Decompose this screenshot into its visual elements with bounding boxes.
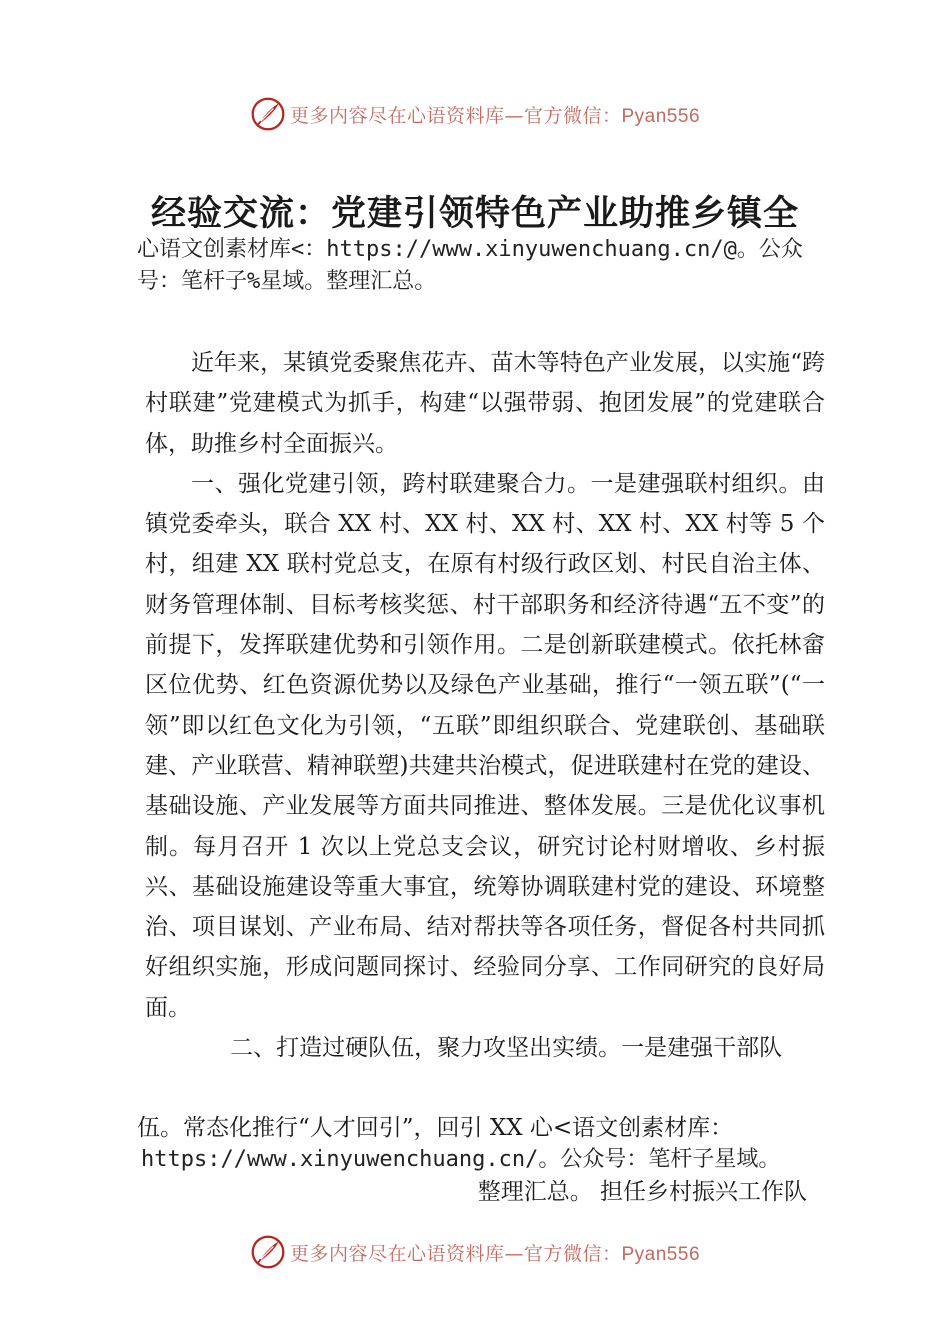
paragraph-intro: 近年来，某镇党委聚焦花卉、苗木等特色产业发展，以实施“跨村联建”党建模式为抓手，构建“以强带弱、抱团发展”的党建联合体，助推乡村全面振兴。 [145,350,825,457]
quill-logo-icon [250,96,286,132]
document-body [145,343,825,1068]
document-tail [137,1112,827,1208]
paragraph-section-one: 一、强化党建引领，跨村联建聚合力。一是建强联村组织。由镇党委牵头，联合 XX 村、XX 村、XX 村、XX 村、XX 村等 5 个村，组建 XX 联村党总支，在原有村级行政区划、村民自治主体、财务管理体制、目标考核奖惩、村干部职务和经济待遇“五不变”的前提下，发挥联建优势和引领作用。二是创新联建模式。依托林畲区位优势、红色资源优势以及绿色产业基础，推行“一领五联”(“一领”即以红色文化为引领，“五联”即组织联合、党建联创、基础联建、产业联营、精神联塑)共建共治模式，促进联建村在党的建设、基础设施、产业发展等方面共同推进、整体发展。三是优化议事机制。每月召开 1 次以上党总支会议，研究讨论村财增收、乡村振兴、基础设施建设等重大事宜，统筹协调联建村党的建设、环境整治、项目谋划、产业布局、结对帮扶等各项任务，督促各村共同抓好组织实施，形成问题同探讨、经验同分享、工作同研究的良好局面。 [145,470,825,1021]
watermark-footer [0,1232,950,1272]
quill-logo-icon [250,1234,286,1270]
watermark-text: 更多内容尽在心语资料库—官方微信：Pyan556 [289,104,701,127]
watermark-text: 更多内容尽在心语资料库—官方微信：Pyan556 [289,1242,701,1265]
document-title: 经验交流：党建引领特色产业助推乡镇全 [150,193,799,234]
source-line: 心语文创素材库<：https://www.xinyuwenchuang.cn/@。公众号：笔杆子%星域。整理汇总。 [137,237,803,294]
tail-line-2: https://www.xinyuwenchuang.cn/。公众号：笔杆子星域。 [141,1147,781,1172]
tail-line-3: 整理汇总。 担任乡村振兴工作队 [477,1179,807,1205]
paragraph-section-two: 二、打造过硬队伍，聚力攻坚出实绩。一是建强干部队 [230,1035,783,1062]
watermark-header [0,94,950,134]
tail-line-1: 伍。常态化推行“人才回引”，回引 XX 心<语文创素材库： [137,1115,734,1141]
